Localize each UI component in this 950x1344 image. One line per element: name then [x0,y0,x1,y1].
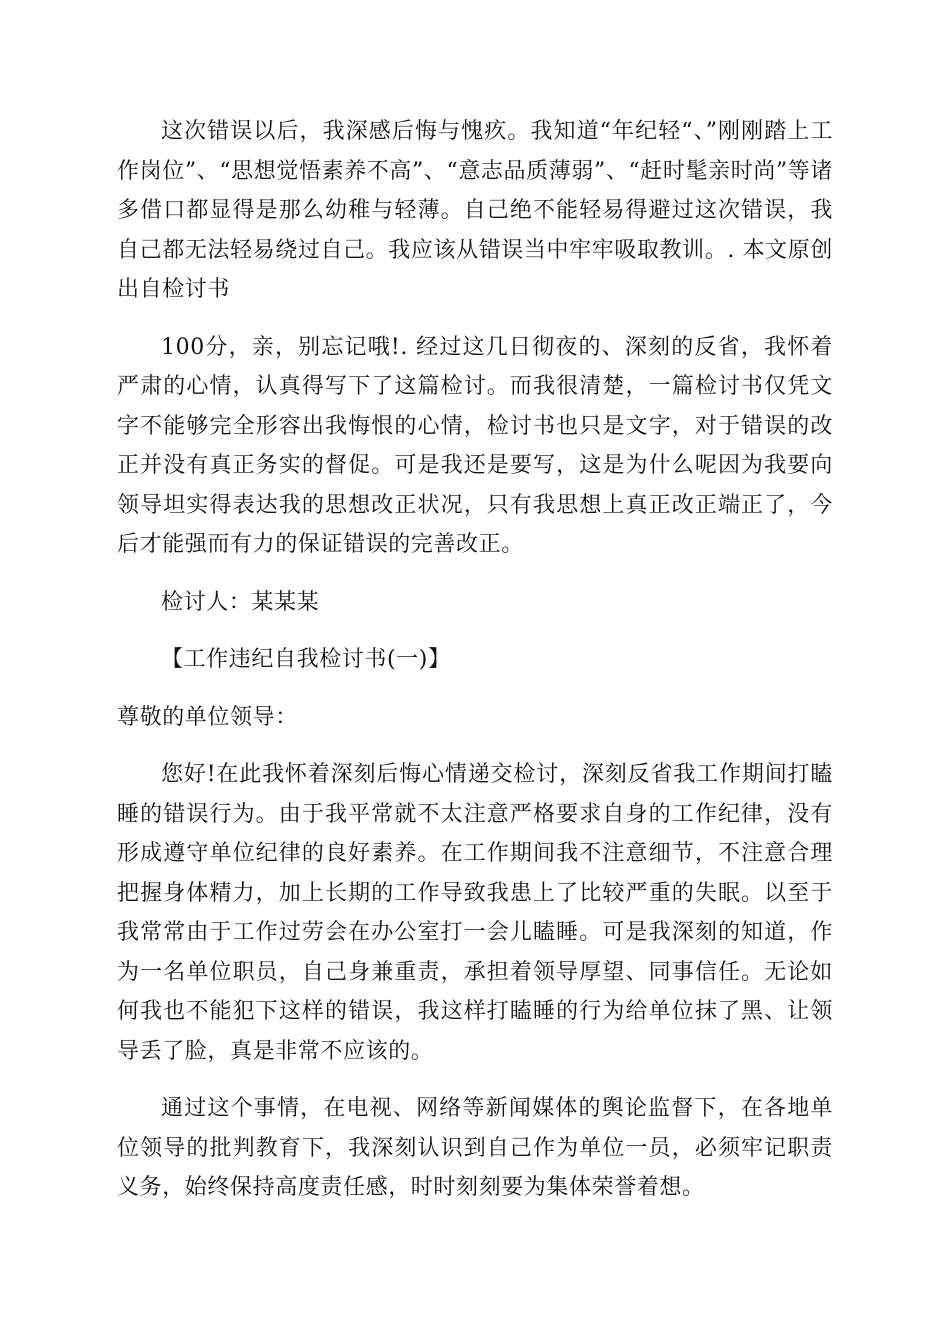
paragraph-reflection: 100分，亲，别忘记哦!. 经过这几日彻夜的、深刻的反省，我怀着严肃的心情，认真得写下了这篇检讨。而我很清楚，一篇检讨书仅凭文字不能够完全形容出我悔恨的心情，检讨书也只是文字，对于错误的改正并没有真正务实的督促。可是我还是要写，这是为什么呢因为我要向领导坦实得表达我的思想改正状况，只有我思想上真正改正端正了，今后才能强而有力的保证错误的完善改正。 [117,334,833,557]
paragraph-apology: 您好!在此我怀着深刻后悔心情递交检讨，深刻反省我工作期间打瞌睡的错误行为。由于我平常就不太注意严格要求自身的工作纪律，没有形成遵守单位纪律的良好素养。在工作期间我不注意细节，不注意合理把握身体精力，加上长期的工作导致我患上了比较严重的失眠。以至于我常常由于工作过劳会在办公室打一会儿瞌睡。可是我深刻的知道，作为一名单位职员，自己身兼重责，承担着领导厚望、同事信任。无论如何我也不能犯下这样的错误，我这样打瞌睡的行为给单位抹了黑、让领导丢了脸，真是非常不应该的。 [117,762,833,1064]
salutation: 尊敬的单位领导： [117,704,298,730]
section-heading: 【工作违纪自我检讨书(一)】 [161,647,451,672]
signature-line: 检讨人：某某某 [161,589,320,615]
paragraph-awareness: 通过这个事情，在电视、网络等新闻媒体的舆论监督下，在各地单位领导的批判教育下，我深刻认识到自己作为单位一员，必须牢记职责义务，始终保持高度责任感，时时刻刻要为集体荣誉着想。 [117,1096,833,1200]
paragraph-regret: 这次错误以后，我深感后悔与愧疚。我知道“年纪轻“、”刚刚踏上工作岗位”、“思想觉悟素养不高”、“意志品质薄弱”、“赶时髦亲时尚”等诸多借口都显得是那么幼稚与轻薄。自己绝不能轻易得避过这次错误，我自己都无法轻易绕过自己。我应该从错误当中牢牢吸取教训。. 本文原创出自检讨书 [117,119,833,302]
document-body [117,112,833,1226]
